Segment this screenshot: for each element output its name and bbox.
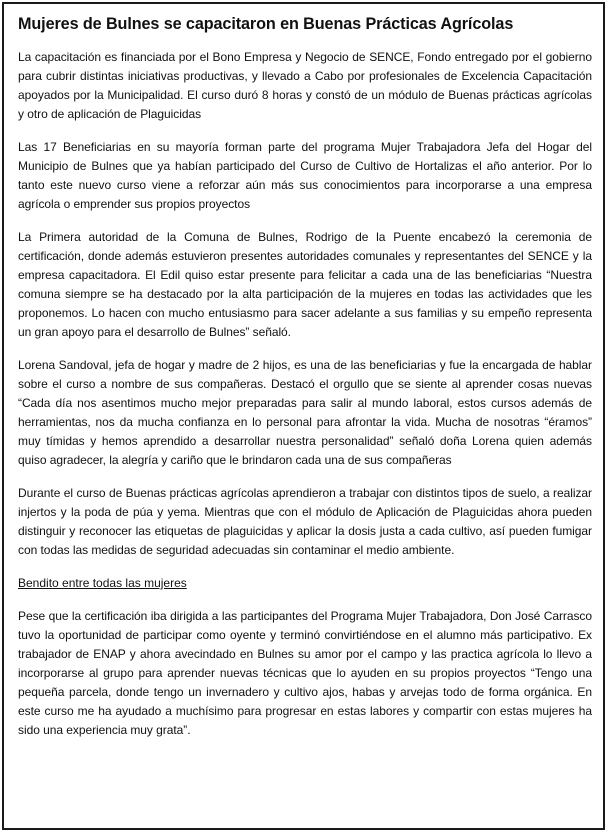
paragraph-beneficiaries: Las 17 Beneficiarias en su mayoría forman parte del programa Mujer Trabajadora Jefa del Hogar del Municipio de Bulnes que ya habían participado del Curso de Cultivo de Hortalizas el año anterior. Por lo tanto este nuevo curso viene a reforzar aún más sus conocimientos para incorporarse a una empresa agrícola o emprender sus propios proyectos <box>18 140 592 211</box>
paragraph-financing: La capacitación es financiada por el Bono Empresa y Negocio de SENCE, Fondo entregado por el gobierno para cubrir distintas iniciativas productivas, y llevado a Cabo por profesionales de Excelencia Capacitación apoyados por la Municipalidad. El curso duró 8 horas y constó de un módulo de Buenas prácticas agrícolas y otro de aplicación de Plaguicidas <box>18 50 592 121</box>
paragraph-jose-carrasco: Pese que la certificación iba dirigida a las participantes del Programa Mujer Trabajadora, Don José Carrasco tuvo la oportunidad de participar como oyente y terminó convirtiéndose en el alumno más participativo. Ex trabajador de ENAP y ahora avecindado en Bulnes su amor por el campo y las practica agrícola lo llevo a incorporarse al grupo para aprender nuevas técnicas que lo ayuden en su propios proyectos “Tengo una pequeña parcela, donde tengo un invernadero y cultivo ajos, habas y arvejas todo de forma orgánica. En este curso me ha ayudado a muchísimo para progresar en estas labores y compartir con estas mujeres ha sido una experiencia muy grata”. <box>18 609 592 737</box>
article-frame <box>2 2 605 830</box>
paragraph-course-content: Durante el curso de Buenas prácticas agrícolas aprendieron a trabajar con distintos tipos de suelo, a realizar injertos y la poda de púa y yema. Mientras que con el módulo de Aplicación de Plaguicidas ahora pueden distinguir y reconocer las etiquetas de plaguicidas y aplicar la dosis justa a cada cultivo, así pueden fumigar con todas las medidas de seguridad adecuadas sin contaminar el medio ambiente. <box>18 486 592 557</box>
article-title: Mujeres de Bulnes se capacitaron en Buenas Prácticas Agrícolas <box>18 15 514 33</box>
section-subheading: Bendito entre todas las mujeres <box>18 576 187 590</box>
paragraph-ceremony: La Primera autoridad de la Comuna de Bulnes, Rodrigo de la Puente encabezó la ceremonia de certificación, donde además estuvieron presentes autoridades comunales y representantes del SENCE y la empresa capacitadora. El Edil quiso estar presente para felicitar a cada una de las beneficiarias “Nuestra comuna siempre se ha destacado por la alta participación de la mujeres en todas las actividades que les proponemos. Lo hacen con mucho entusiasmo para sacer adelante a sus familias y su empeño representa un gran apoyo para el desarrollo de Bulnes” señaló. <box>18 230 592 339</box>
paragraph-lorena-sandoval: Lorena Sandoval, jefa de hogar y madre de 2 hijos, es una de las beneficiarias y fue la encargada de hablar sobre el curso a nombre de sus compañeras. Destacó el orgullo que se siente al aprender cosas nuevas “Cada día nos asentimos mucho mejor preparadas para salir al mundo laboral, estos cursos además de herramientas, nos da mucha confianza en lo personal para afrontar la vida. Mucha de nosotras “éramos” muy tímidas y hemos aprendido a desarrollar nuestra personalidad” señaló doña Lorena quien además quiso agradecer, la alegría y cariño que le brindaron cada una de sus compañeras <box>18 358 592 467</box>
